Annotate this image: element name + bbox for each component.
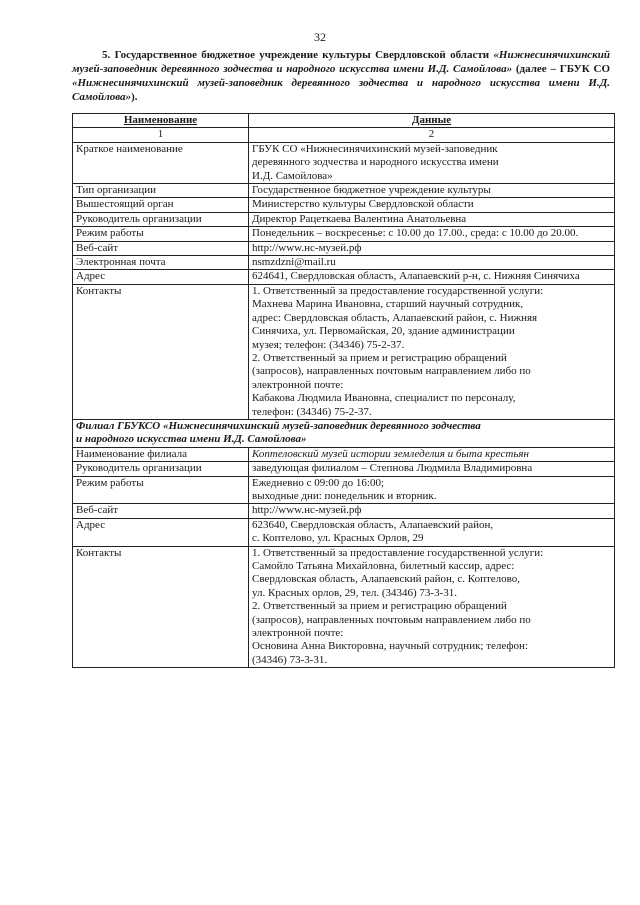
contacts-line: музея; телефон: (34346) 75-2-37. xyxy=(252,338,405,351)
heading-middle: (далее – ГБУК СО xyxy=(512,63,610,75)
email-label: Электронная почта xyxy=(73,256,249,270)
org-type-value: Государственное бюджетное учреждение культуры xyxy=(249,184,615,198)
table-row xyxy=(73,462,615,476)
contacts-line: (запросов), направленных почтовым направлением либо по xyxy=(252,365,531,378)
branch-website-link[interactable]: http://www.нс-музей.рф xyxy=(249,504,615,518)
short-name-value xyxy=(249,142,615,183)
address-value: 624641, Свердловская область, Алапаевский р-н, с. Нижняя Синячиха xyxy=(249,270,615,284)
table-row xyxy=(73,270,615,284)
branch-contacts-line: электронной почте: xyxy=(252,627,344,640)
table-row xyxy=(73,518,615,546)
head-label: Руководитель организации xyxy=(73,212,249,226)
branch-address-line: 623640, Свердловская область, Алапаевский район, xyxy=(252,518,494,531)
table-row xyxy=(73,227,615,241)
table-row xyxy=(73,142,615,183)
branch-contacts-line: (34346) 73-3-31. xyxy=(252,653,328,666)
branch-contacts-line: ул. Красных орлов, 29, тел. (34346) 73-3-31. xyxy=(252,586,458,599)
column-numbers-row xyxy=(73,128,615,142)
contacts-line: Кабакова Людмила Ивановна, специалист по персоналу, xyxy=(252,392,516,405)
branch-title xyxy=(73,419,615,447)
branch-address-value xyxy=(249,518,615,546)
organization-table xyxy=(72,113,615,668)
column-number-2: 2 xyxy=(249,128,615,142)
branch-contacts-line: Основина Анна Викторовна, научный сотрудник; телефон: xyxy=(252,640,528,653)
email-link[interactable]: nsmzdzni@mail.ru xyxy=(249,256,615,270)
short-name-line: ГБУК СО «Нижнесинячихинский музей-заповедник xyxy=(252,142,498,155)
hours-value: Понедельник – воскресенье: с 10.00 до 17.00., среда: с 10.00 до 20.00. xyxy=(249,227,615,241)
org-type-label: Тип организации xyxy=(73,184,249,198)
head-value: Директор Рацеткаева Валентина Анатольевна xyxy=(249,212,615,226)
hours-label: Режим работы xyxy=(73,227,249,241)
branch-contacts-line: 1. Ответственный за предоставление государственной услуги: xyxy=(252,546,544,559)
table-row xyxy=(73,256,615,270)
parent-org-value: Министерство культуры Свердловской области xyxy=(249,198,615,212)
column-number-1: 1 xyxy=(73,128,249,142)
table-row xyxy=(73,504,615,518)
branch-website-label: Веб-сайт xyxy=(73,504,249,518)
contacts-line: 2. Ответственный за прием и регистрацию обращений xyxy=(252,351,507,364)
branch-title-line: Филиал ГБУКСО «Нижнесинячихинский музей-заповедник деревянного зодчества xyxy=(76,419,481,432)
branch-head-label: Руководитель организации xyxy=(73,462,249,476)
table-row xyxy=(73,241,615,255)
contacts-line: Синячиха, ул. Первомайская, 20, здание администрации xyxy=(252,325,515,338)
branch-hours-line: выходные дни: понедельник и вторник. xyxy=(252,489,437,502)
branch-contacts-value xyxy=(249,546,615,668)
branch-contacts-line: 2. Ответственный за прием и регистрацию обращений xyxy=(252,600,507,613)
branch-title-row xyxy=(73,419,615,447)
address-label: Адрес xyxy=(73,270,249,284)
table-row xyxy=(73,284,615,419)
table-row xyxy=(73,546,615,668)
table-header-row xyxy=(73,114,615,128)
short-name-label: Краткое наименование xyxy=(73,142,249,183)
branch-contacts-line: Самойло Татьяна Михайловна, билетный кассир, адрес: xyxy=(252,560,515,572)
contacts-line: электронной почте: xyxy=(252,378,344,391)
short-name-line: И.Д. Самойлова» xyxy=(252,169,333,182)
website-label: Веб-сайт xyxy=(73,241,249,255)
branch-contacts-line: (запросов), направленных почтовым направлением либо по xyxy=(252,613,531,626)
contacts-line: Махнева Марина Ивановна, старший научный сотрудник, xyxy=(252,298,524,311)
header-data: Данные xyxy=(249,114,615,128)
header-name: Наименование xyxy=(73,114,249,128)
heading-prefix: 5. Государственное бюджетное учреждение культуры Свердловской области xyxy=(102,49,494,61)
page-number: 32 xyxy=(314,30,326,44)
heading-short-name: «Нижнесинячихинский музей-заповедник деревянного зодчества и народного искусства имени И.Д. Самойлова» xyxy=(72,77,610,103)
branch-name-label: Наименование филиала xyxy=(73,447,249,461)
website-link[interactable]: http://www.нс-музей.рф xyxy=(249,241,615,255)
table-row xyxy=(73,184,615,198)
branch-name-value: Коптеловский музей истории земледелия и быта крестьян xyxy=(249,447,615,461)
branch-contacts-line: Свердловская область, Алапаевский район, с. Коптелово, xyxy=(252,573,521,586)
short-name-line: деревянного зодчества и народного искусства имени xyxy=(252,156,499,169)
section-heading xyxy=(72,48,610,104)
branch-contacts-label: Контакты xyxy=(73,546,249,668)
table-row xyxy=(73,447,615,461)
table-row xyxy=(73,476,615,504)
contacts-line: 1. Ответственный за предоставление государственной услуги: xyxy=(252,284,544,297)
heading-full-name: «Нижнесинячихинский музей-заповедник деревянного зодчества и народного искусства имени И.Д. Самойлова» xyxy=(72,49,610,75)
contacts-label: Контакты xyxy=(73,284,249,419)
branch-address-line: с. Коптелово, ул. Красных Орлов, 29 xyxy=(252,532,424,545)
branch-hours-label: Режим работы xyxy=(73,476,249,504)
table-row xyxy=(73,212,615,226)
contacts-line: телефон: (34346) 75-2-37. xyxy=(252,405,372,418)
branch-address-label: Адрес xyxy=(73,518,249,546)
branch-hours-value xyxy=(249,476,615,504)
parent-org-label: Вышестоящий орган xyxy=(73,198,249,212)
contacts-value xyxy=(249,284,615,419)
branch-hours-line: Ежедневно с 09:00 до 16:00; xyxy=(252,476,385,489)
table-row xyxy=(73,198,615,212)
branch-title-line: и народного искусства имени И.Д. Самойлова» xyxy=(76,433,307,446)
contacts-line: адрес: Свердловская область, Алапаевский район, с. Нижняя xyxy=(252,311,538,324)
heading-suffix: ). xyxy=(131,91,138,103)
branch-head-value: заведующая филиалом – Степнова Людмила Владимировна xyxy=(249,462,615,476)
